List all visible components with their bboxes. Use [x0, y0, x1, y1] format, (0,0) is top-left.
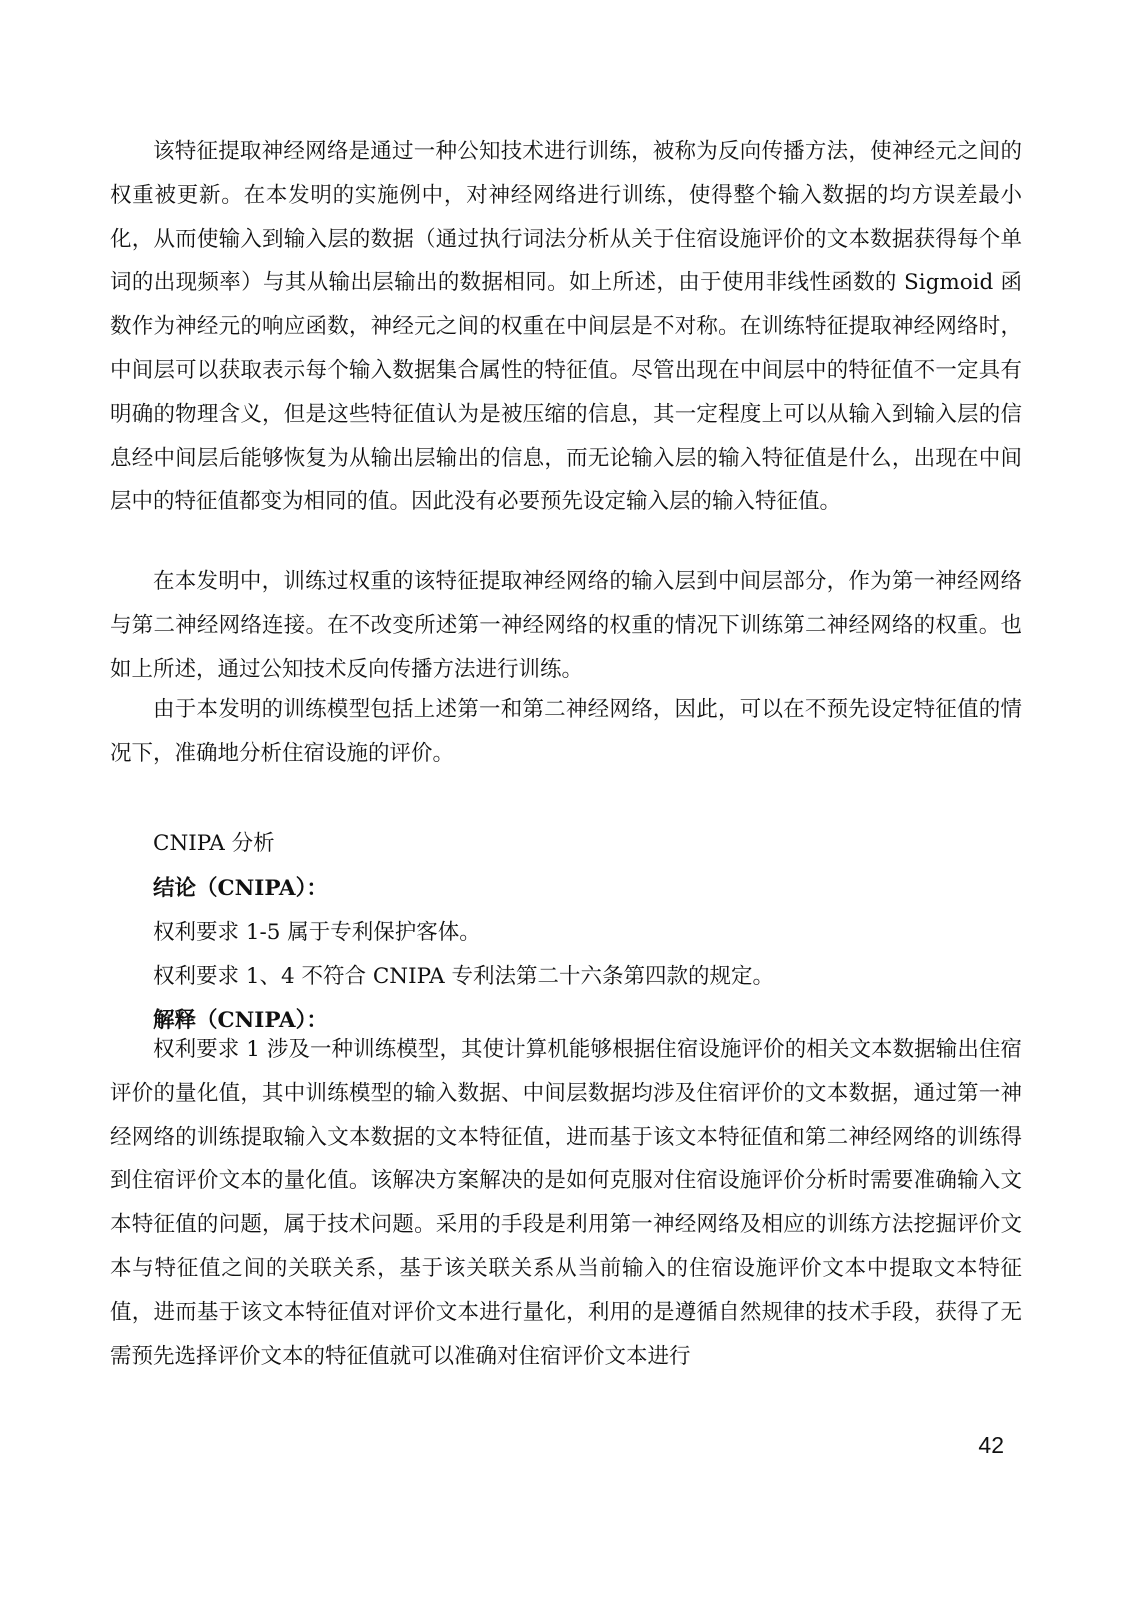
conclusion-heading: 结论（CNIPA）： [153, 876, 328, 901]
explanation-paragraph [110, 1028, 1022, 1378]
cnipa-section-heading: CNIPA 分析 [153, 831, 275, 856]
paragraph-text: 该特征提取神经网络是通过一种公知技术进行训练，被称为反向传播方法，使神经元之间的权重被更新。在本发明的实施例中，对神经网络进行训练，使得整个输入数据的均方误差最小化，从而使输入到输入层的数据（通过执行词法分析从关于住宿设施评价的文本数据获得每个单词的出现频率）与其从输出层输出的数据相同。如上所述，由于使用非线性函数的 Sigmoid 函数作为神经元的响应函数，神经元之间的权重在中间层是不对称。在训练特征提取神经网络时，中间层可以获取表示每个输入数据集合属性的特征值。尽管出现在中间层中的特征值不一定具有明确的物理含义，但是这些特征值认为是被压缩的信息，其一定程度上可以从输入到输入层的信息经中间层后能够恢复为从输出层输出的信息，而无论输入层的输入特征值是什么，出现在中间层中的特征值都变为相同的值。因此没有必要预先设定输入层的输入特征值。 [110, 139, 1022, 515]
body-paragraph-3 [110, 688, 1022, 776]
explanation-heading: 解释（CNIPA）： [153, 1008, 328, 1033]
paragraph-text: 由于本发明的训练模型包括上述第一和第二神经网络，因此，可以在不预先设定特征值的情况下，准确地分析住宿设施的评价。 [110, 697, 1022, 766]
paragraph-text: 权利要求 1 涉及一种训练模型，其使计算机能够根据住宿设施评价的相关文本数据输出住宿评价的量化值，其中训练模型的输入数据、中间层数据均涉及住宿评价的文本数据，通过第一神经网络的训练提取输入文本数据的文本特征值，进而基于该文本特征值和第二神经网络的训练得到住宿评价文本的量化值。该解决方案解决的是如何克服对住宿设施评价分析时需要准确输入文本特征值的问题，属于技术问题。采用的手段是利用第一神经网络及相应的训练方法挖掘评价文本与特征值之间的关联关系，基于该关联关系从当前输入的住宿设施评价文本中提取文本特征值，进而基于该文本特征值对评价文本进行量化，利用的是遵循自然规律的技术手段，获得了无需预先选择评价文本的特征值就可以准确对住宿评价文本进行 [110, 1037, 1022, 1369]
body-paragraph-1 [110, 130, 1022, 524]
paragraph-text: 在本发明中，训练过权重的该特征提取神经网络的输入层到中间层部分，作为第一神经网络与第二神经网络连接。在不改变所述第一神经网络的权重的情况下训练第二神经网络的权重。也如上所述，通过公知技术反向传播方法进行训练。 [110, 569, 1022, 682]
conclusion-line-1: 权利要求 1-5 属于专利保护客体。 [153, 920, 481, 945]
body-paragraph-2 [110, 560, 1022, 691]
conclusion-line-2: 权利要求 1、4 不符合 CNIPA 专利法第二十六条第四款的规定。 [153, 964, 774, 989]
page-number: 42 [978, 1432, 1004, 1458]
